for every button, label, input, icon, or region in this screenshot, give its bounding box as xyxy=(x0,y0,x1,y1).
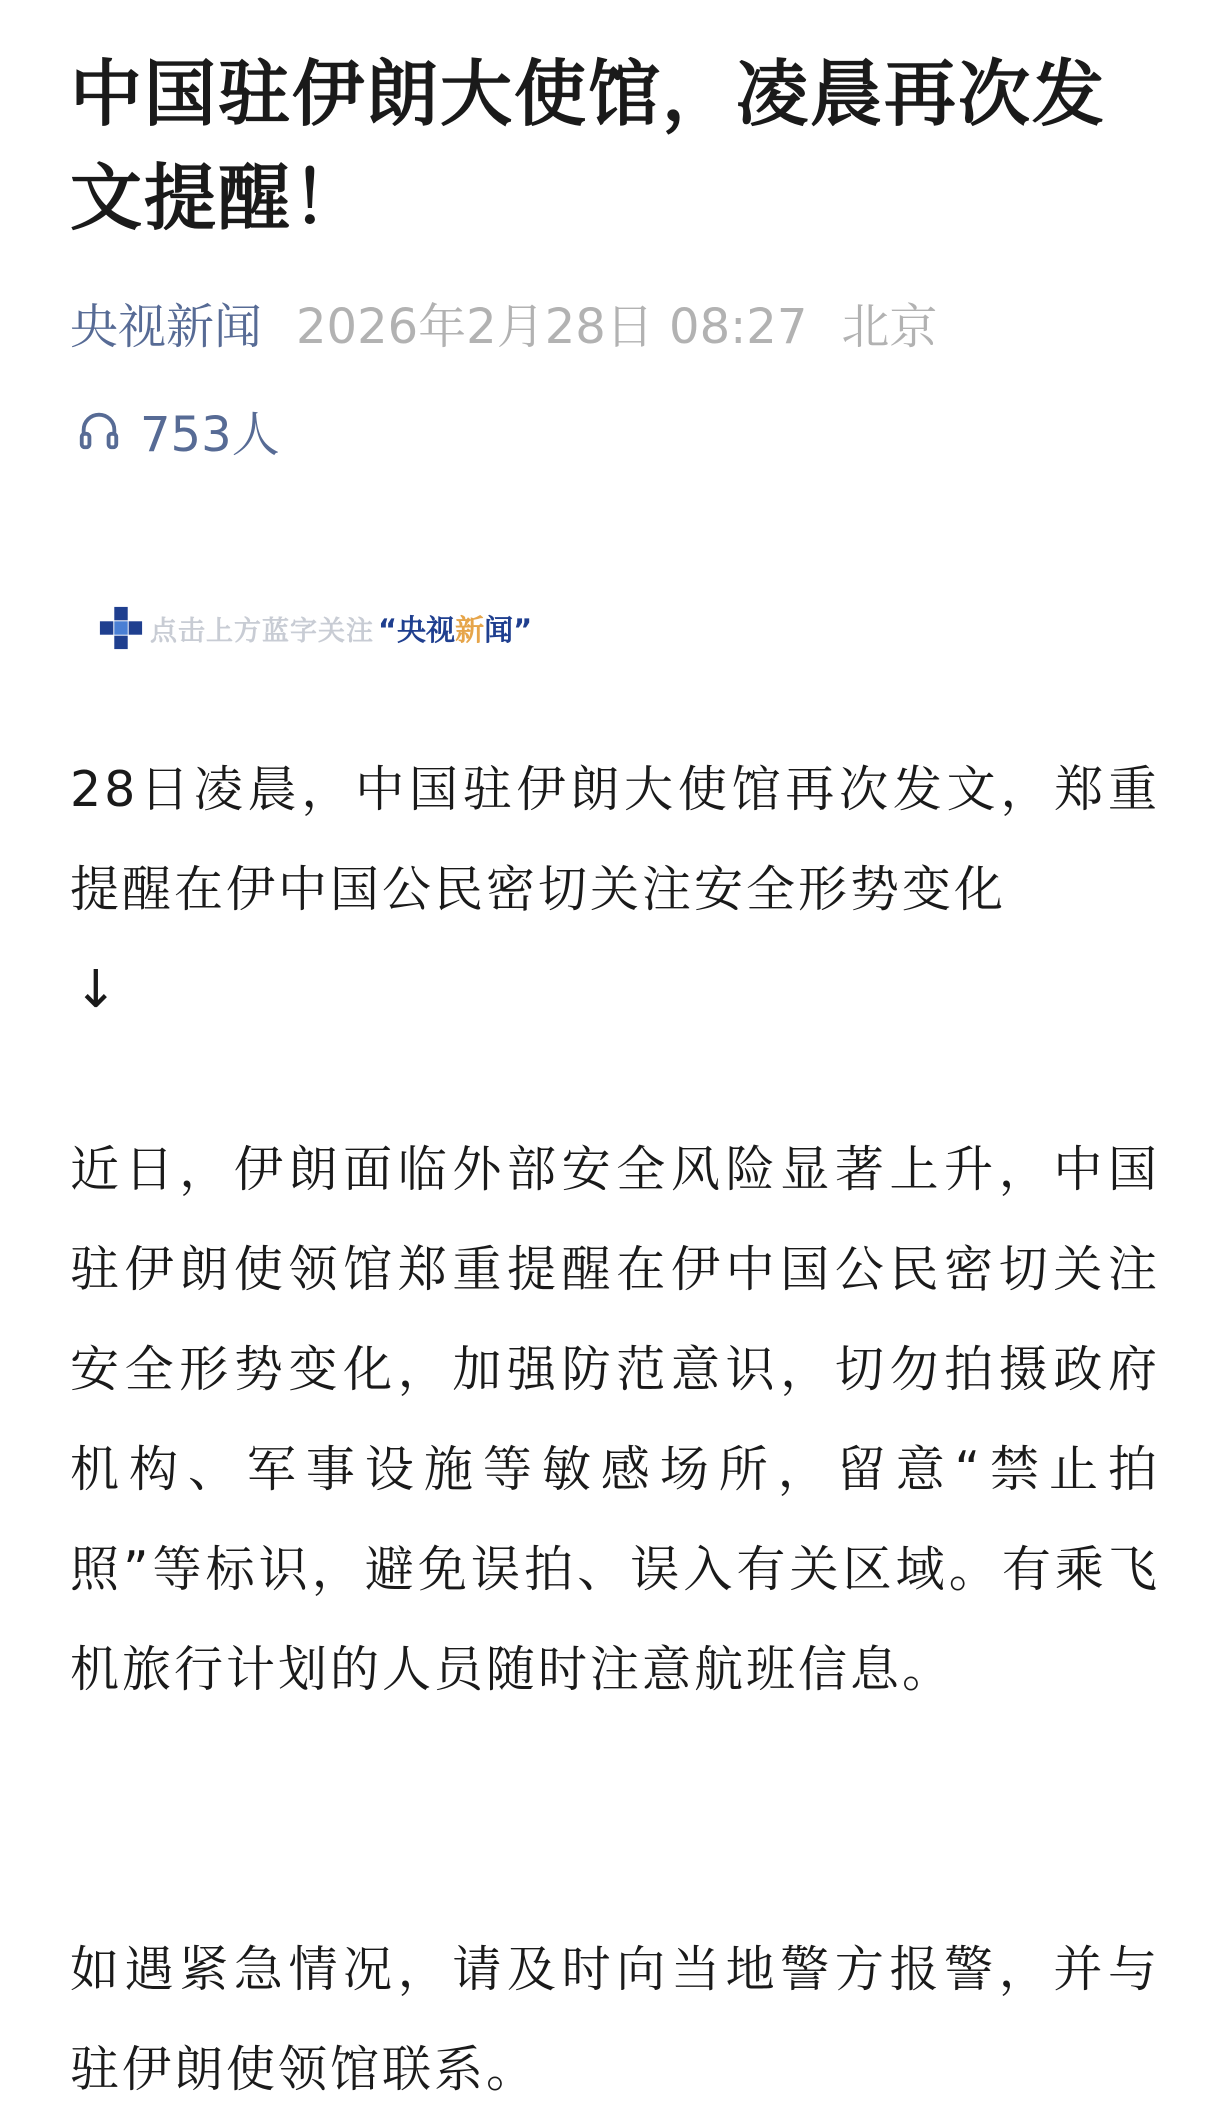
follow-brand-text xyxy=(378,608,532,649)
headphones-icon xyxy=(76,407,122,453)
brand-close: 闻” xyxy=(484,612,533,647)
body-paragraph-1: 28日凌晨，中国驻伊朗大使馆再次发文，郑重提醒在伊中国公民密切关注安全形势变化 xyxy=(70,761,1160,918)
account-name-link[interactable]: 央视新闻 xyxy=(70,299,263,355)
publish-time: 2026年2月28日 08:27 xyxy=(296,299,808,355)
publish-location: 北京 xyxy=(841,299,938,355)
follow-hint-text: 点击上方蓝字关注 xyxy=(150,615,374,647)
follow-banner[interactable] xyxy=(98,600,532,656)
down-arrow: ↓ xyxy=(74,960,118,1020)
listen-count-text: 753人 xyxy=(140,406,280,463)
brand-accent-char: 新 xyxy=(455,612,485,647)
listen-count[interactable] xyxy=(76,395,280,465)
brand-open: “央视 xyxy=(378,612,456,647)
cctv-news-logo-icon xyxy=(98,605,144,651)
body-paragraph-2: 近日，伊朗面临外部安全风险显著上升，中国驻伊朗使领馆郑重提醒在伊中国公民密切关注安全形势变化，加强防范意识，切勿拍摄政府机构、军事设施等敏感场所，留意“禁止拍照”等标识，避免误拍、误入有关区域。有乘飞机旅行计划的人员随时注意航班信息。 xyxy=(70,1141,1160,1698)
article-title: 中国驻伊朗大使馆，凌晨再次发文提醒！ xyxy=(70,52,1107,240)
body-paragraph-3: 如遇紧急情况，请及时向当地警方报警，并与驻伊朗使领馆联系。 xyxy=(70,1941,1160,2098)
article-meta xyxy=(70,292,937,362)
